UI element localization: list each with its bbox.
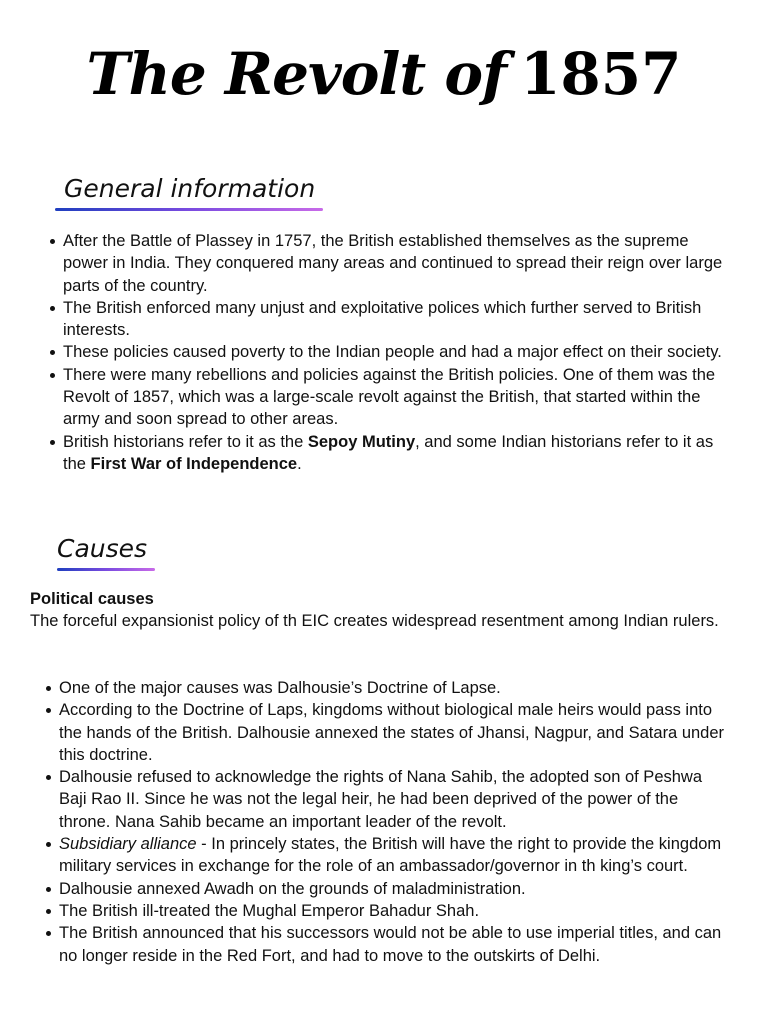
list-item-text: Dalhousie refused to acknowledge the rights of Nana Sahib, the adopted son of Peshwa Baji Rao II. Since he was not the legal heir, he had been deprived of the power of the throne. Nana Sahib became an important leader of the revolt.	[59, 768, 703, 831]
political-causes-list	[59, 677, 734, 967]
list-item-text: Dalhousie annexed Awadh on the grounds of maladministration.	[59, 879, 526, 898]
bold-term: First War of Independence	[90, 454, 298, 473]
general-information-underline	[55, 208, 323, 211]
list-item-text: , and some Indian historians refer to it as the	[63, 432, 714, 473]
causes-heading: Causes	[57, 534, 148, 563]
italic-term: Subsidiary alliance	[59, 835, 197, 854]
general-information-list	[63, 230, 733, 475]
list-item-text: The British announced that his successors would not be able to use imperial titles, and can no longer reside in the Red Fort, and had to move to the outskirts of Delhi.	[59, 924, 722, 965]
list-item	[59, 878, 734, 900]
list-item-text: - In princely states, the British will have the right to provide the kingdom military services in exchange for the role of an ambassador/governor in th king’s court.	[59, 835, 722, 876]
bold-term: Sepoy Mutiny	[307, 432, 416, 451]
general-information-heading: General information	[64, 174, 316, 203]
list-item-text: The British enforced many unjust and exploitative polices which further served to British interests.	[63, 298, 702, 340]
list-item	[59, 833, 734, 878]
causes-underline	[57, 568, 155, 571]
title-year: 1857	[520, 40, 682, 108]
list-item-text: One of the major causes was Dalhousie’s Doctrine of Lapse.	[59, 679, 501, 697]
list-item	[59, 699, 734, 766]
causes-section-header	[57, 534, 155, 571]
list-item-text: After the Battle of Plassey in 1757, the British established themselves as the supreme power in India. They conquered many areas and continued to spread their reign over large parts of the country.	[63, 232, 723, 295]
list-item	[63, 431, 733, 476]
list-item	[59, 677, 734, 699]
list-item	[63, 364, 733, 431]
list-item	[59, 900, 734, 922]
general-information-section-header	[55, 174, 323, 211]
title-script-text: The Revolt of	[86, 40, 507, 108]
list-item-text: There were many rebellions and policies against the British policies. One of them was the Revolt of 1857, which was a large-scale revolt against the British, that started within the army and soon spread to other areas.	[63, 365, 716, 429]
political-causes-title: Political causes	[30, 590, 154, 608]
list-item	[59, 922, 734, 967]
list-item-text: The British ill-treated the Mughal Emperor Bahadur Shah.	[59, 901, 480, 920]
document-title	[0, 40, 768, 108]
list-item-text: These policies caused poverty to the Indian people and had a major effect on their society.	[63, 343, 722, 362]
political-causes-intro: The forceful expansionist policy of th EIC creates widespread resentment among Indian rulers.	[30, 612, 719, 630]
list-item-text: According to the Doctrine of Laps, kingdoms without biological male heirs would pass into the hands of the British. Dalhousie annexed the states of Jhansi, Nagpur, and Satara under this doctrine.	[59, 701, 725, 764]
list-item-text: British historians refer to it as the	[63, 432, 308, 451]
list-item	[63, 230, 733, 297]
list-item-text: .	[297, 454, 302, 473]
list-item	[63, 341, 733, 363]
list-item	[59, 766, 734, 833]
list-item	[63, 297, 733, 342]
